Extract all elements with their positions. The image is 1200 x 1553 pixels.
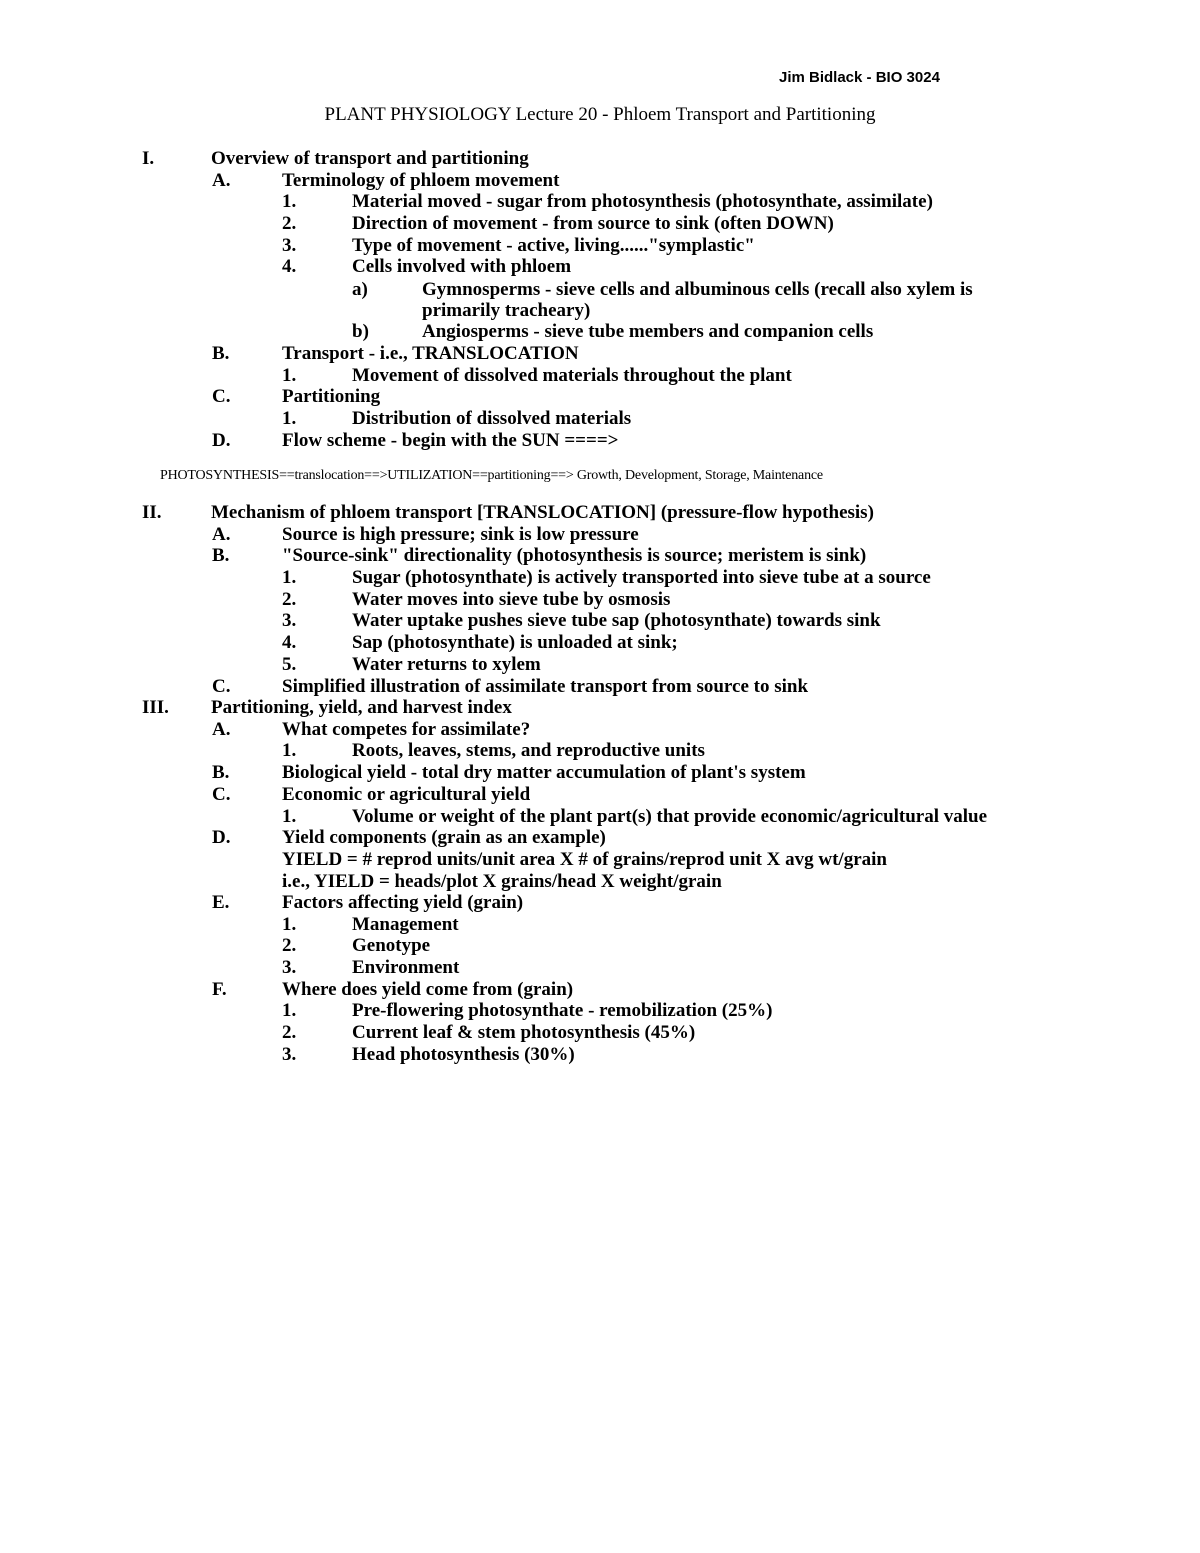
outline-text: Water uptake pushes sieve tube sap (photosynthate) towards sink — [352, 610, 881, 631]
outline-text: Direction of movement - from source to sink (often DOWN) — [352, 213, 834, 234]
outline-text: Distribution of dissolved materials — [352, 408, 632, 429]
outline-text: Type of movement - active, living......"symplastic" — [352, 235, 755, 256]
outline-marker: 2. — [282, 589, 297, 610]
outline-marker: 2. — [282, 935, 297, 956]
outline-text: Factors affecting yield (grain) — [282, 892, 524, 913]
outline-text: Economic or agricultural yield — [282, 784, 531, 805]
outline-marker: 3. — [282, 957, 297, 978]
outline-text: Sugar (photosynthate) is actively transported into sieve tube at a source — [352, 567, 931, 588]
outline-text: Movement of dissolved materials throughout the plant — [352, 365, 792, 386]
outline-text: Yield components (grain as an example) — [282, 827, 606, 848]
outline-text: Water returns to xylem — [352, 654, 541, 675]
outline-text: Where does yield come from (grain) — [282, 979, 574, 1000]
outline-text: i.e., YIELD = heads/plot X grains/head X weight/grain — [282, 871, 722, 892]
outline-marker: 3. — [282, 1044, 297, 1065]
outline-marker: A. — [212, 524, 231, 545]
outline-text: Flow scheme - begin with the SUN ====> — [282, 430, 619, 451]
outline-marker: D. — [212, 827, 231, 848]
outline-marker: 3. — [282, 235, 297, 256]
outline-marker: 2. — [282, 1022, 297, 1043]
outline-marker: F. — [212, 979, 227, 1000]
outline-text: primarily tracheary) — [422, 300, 591, 321]
outline-marker: 4. — [282, 632, 297, 653]
outline-text: What competes for assimilate? — [282, 719, 531, 740]
outline-text: YIELD = # reprod units/unit area X # of grains/reprod unit X avg wt/grain — [282, 849, 887, 870]
outline-text: Material moved - sugar from photosynthesis (photosynthate, assimilate) — [352, 191, 933, 212]
outline-text: Genotype — [352, 935, 431, 956]
outline-marker: B. — [212, 545, 230, 566]
outline-marker: 1. — [282, 806, 297, 827]
outline-text: Current leaf & stem photosynthesis (45%) — [352, 1022, 696, 1043]
outline-text: Partitioning, yield, and harvest index — [211, 697, 512, 718]
outline-marker: 3. — [282, 610, 297, 631]
page-title: PLANT PHYSIOLOGY Lecture 20 - Phloem Transport and Partitioning — [324, 104, 876, 125]
outline-marker: A. — [212, 719, 231, 740]
outline-text: "Source-sink" directionality (photosynthesis is source; meristem is sink) — [282, 545, 867, 566]
outline-marker: 5. — [282, 654, 297, 675]
outline-marker: B. — [212, 762, 230, 783]
outline-text: Sap (photosynthate) is unloaded at sink; — [352, 632, 678, 653]
outline-marker: III. — [142, 697, 169, 718]
outline-text: Partitioning — [282, 386, 381, 407]
author-header: Jim Bidlack - BIO 3024 — [779, 69, 940, 86]
outline-text: Roots, leaves, stems, and reproductive units — [352, 740, 705, 761]
outline-marker: 1. — [282, 408, 297, 429]
outline-marker: C. — [212, 784, 231, 805]
outline-text: Simplified illustration of assimilate transport from source to sink — [282, 676, 809, 697]
outline-text: Overview of transport and partitioning — [211, 148, 529, 169]
outline-text: Pre-flowering photosynthate - remobilization (25%) — [352, 1000, 773, 1021]
outline-marker: b) — [352, 321, 369, 342]
outline-marker: II. — [142, 502, 162, 523]
outline-marker: A. — [212, 170, 231, 191]
outline-marker: 1. — [282, 365, 297, 386]
outline-marker: C. — [212, 386, 231, 407]
outline-marker: D. — [212, 430, 231, 451]
outline-marker: 1. — [282, 191, 297, 212]
outline-marker: I. — [142, 148, 155, 169]
flow-scheme: PHOTOSYNTHESIS==translocation==>UTILIZATION==partitioning==> Growth, Development, Storage, Maintenance — [160, 468, 823, 483]
outline-text: Environment — [352, 957, 460, 978]
outline-marker: E. — [212, 892, 230, 913]
outline-marker: 1. — [282, 567, 297, 588]
outline-text: Head photosynthesis (30%) — [352, 1044, 575, 1065]
outline-text: Source is high pressure; sink is low pressure — [282, 524, 639, 545]
outline-text: Gymnosperms - sieve cells and albuminous cells (recall also xylem is — [422, 279, 973, 300]
outline-text: Cells involved with phloem — [352, 256, 572, 277]
outline-marker: 1. — [282, 914, 297, 935]
outline-text: Water moves into sieve tube by osmosis — [352, 589, 671, 610]
outline-marker: 1. — [282, 1000, 297, 1021]
outline-marker: C. — [212, 676, 231, 697]
outline-text: Biological yield - total dry matter accumulation of plant's system — [282, 762, 806, 783]
outline-text: Volume or weight of the plant part(s) that provide economic/agricultural value — [352, 806, 988, 827]
outline-marker: 2. — [282, 213, 297, 234]
outline-marker: B. — [212, 343, 230, 364]
outline-text: Terminology of phloem movement — [282, 170, 560, 191]
outline-text: Transport - i.e., TRANSLOCATION — [282, 343, 579, 364]
outline-marker: a) — [352, 279, 368, 300]
outline-text: Angiosperms - sieve tube members and companion cells — [422, 321, 874, 342]
outline-text: Mechanism of phloem transport [TRANSLOCATION] (pressure-flow hypothesis) — [211, 502, 874, 523]
outline-marker: 1. — [282, 740, 297, 761]
outline-marker: 4. — [282, 256, 297, 277]
outline-text: Management — [352, 914, 459, 935]
